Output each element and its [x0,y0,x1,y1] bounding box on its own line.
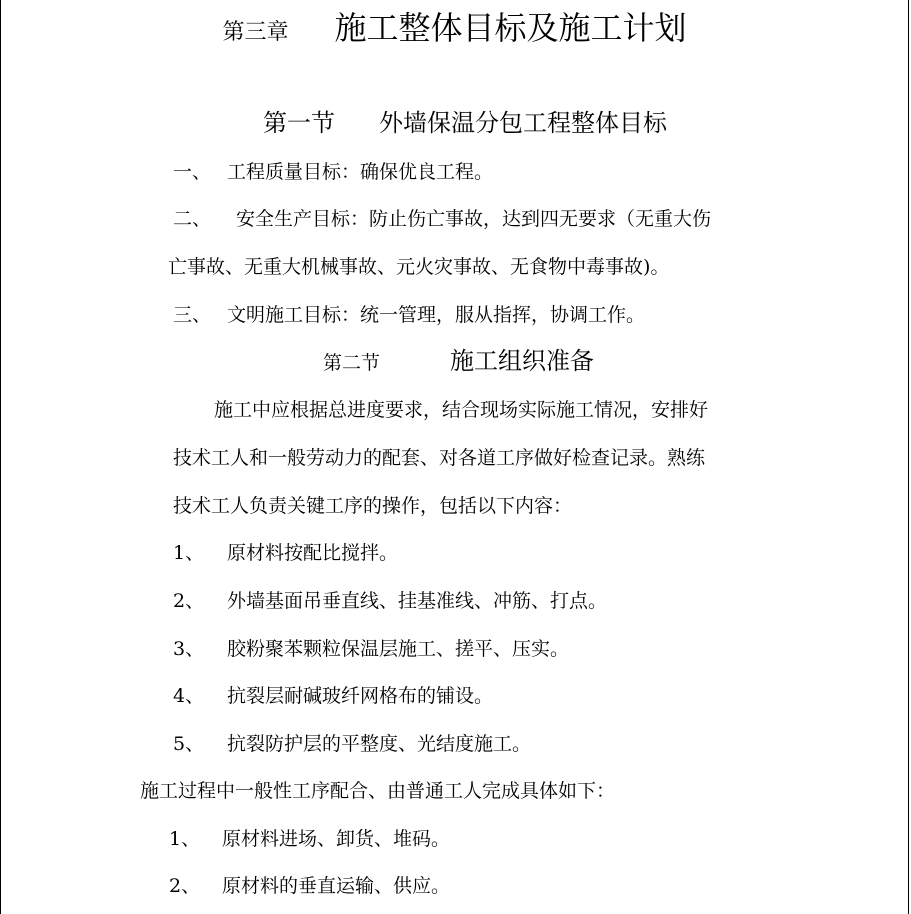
list-item-number: 二、 [173,208,212,230]
list-item-text: 抗裂防护层的平整度、光结度施工。 [227,733,532,755]
section2-title: 施工组织准备 [450,347,595,375]
paragraph-line: 技术工人负责关键工序的操作，包括以下内容： [173,495,573,517]
chapter-heading [1,9,908,47]
paragraph-line: 技术工人和一般劳动力的配套、对各道工序做好检查记录。熟练 [173,447,706,469]
list-item [173,592,607,611]
list-item-number: 1、 [169,828,201,850]
list-item-number: 5、 [173,733,205,755]
list-item-continuation: 亡事故、无重大机械事故、元火灾事故、无食物中毒事故)。 [168,256,670,278]
list-item-number: 4、 [173,685,205,707]
list-item-number: 2、 [173,590,205,612]
list-item-text: 外墙基面吊垂直线、挂基准线、冲筋、打点。 [227,590,608,612]
section2-heading [323,349,594,373]
list-item [169,877,450,896]
list-item-number: 1、 [173,542,205,564]
list-item [173,210,711,229]
list-item [173,306,645,325]
list-item-text: 抗裂层耐碱玻纤网格布的铺设。 [227,685,494,707]
section1-heading [263,111,667,135]
section1-label: 第一节 [263,109,335,137]
list-item-number: 一、 [173,161,212,183]
list-item-text: 原材料的垂直运输、供应。 [222,875,451,897]
list-item-text: 原材料进场、卸货、堆码。 [222,828,451,850]
list-item [169,830,450,849]
list-item [173,163,493,182]
chapter-title: 施工整体目标及施工计划 [334,9,687,47]
paragraph-line: 施工中应根据总进度要求，结合现场实际施工情况，安排好 [214,399,709,421]
paragraph-line: 施工过程中一般性工序配合、由普通工人完成具体如下： [140,780,616,802]
list-item [173,544,398,563]
list-item [173,640,569,659]
list-item-text: 文明施工目标：统一管理，服从指挥，协调工作。 [227,304,646,326]
list-item-number: 2、 [169,875,201,897]
list-item-text: 原材料按配比搅拌。 [227,542,399,564]
list-item-text: 胶粉聚苯颗粒保温层施工、搓平、压实。 [227,638,570,660]
list-item-number: 3、 [173,638,205,660]
list-item-text: 工程质量目标：确保优良工程。 [227,161,494,183]
chapter-label: 第三章 [222,20,289,45]
section1-title: 外墙保温分包工程整体目标 [379,109,667,137]
list-item-number: 三、 [173,304,212,326]
list-item [173,687,493,706]
section2-label: 第二节 [323,352,381,374]
list-item [173,735,531,754]
list-item-text: 安全生产目标：防止伤亡事故，达到四无要求（无重大伤 [236,208,712,230]
